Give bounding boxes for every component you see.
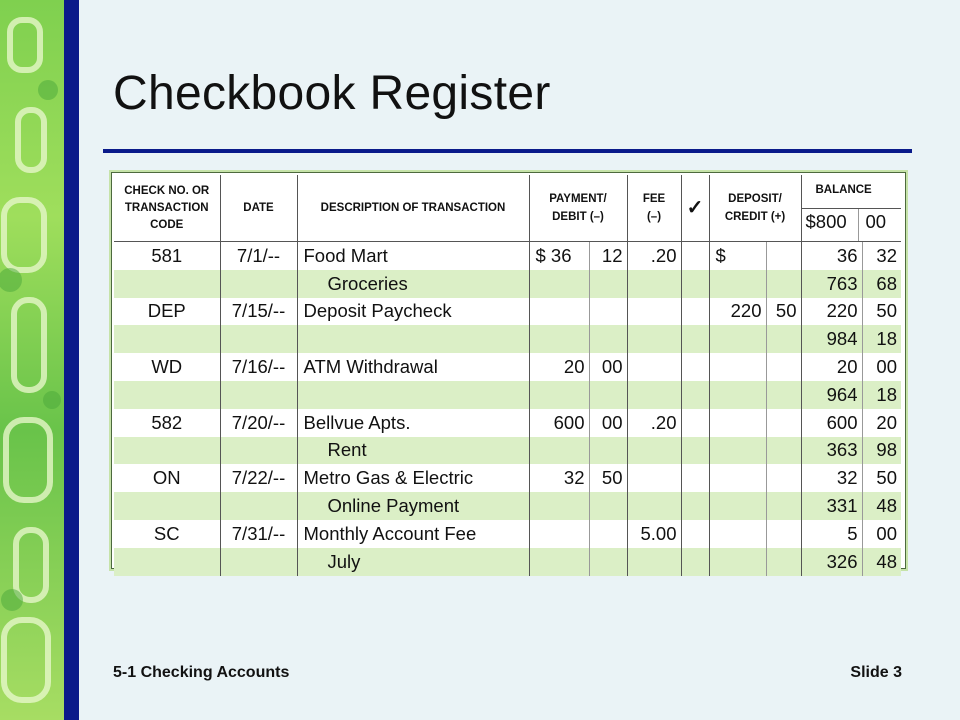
header-payment-line1: PAYMENT/ <box>549 193 607 205</box>
register-cell-desc: Food Mart <box>297 242 529 270</box>
register-cell-pay-d: 32 <box>529 464 589 492</box>
register-cell-pay-c: 12 <box>589 242 627 270</box>
register-cell-date <box>220 325 297 353</box>
register-cell-bal-d: 763 <box>801 270 862 298</box>
header-check-no <box>114 175 220 242</box>
checkbook-register <box>109 170 908 571</box>
register-cell-check <box>681 437 709 465</box>
register-cell-pay-d: $ 36 <box>529 242 589 270</box>
register-cell-dep-d <box>709 353 766 381</box>
register-cell-bal-c: 18 <box>862 325 901 353</box>
header-check-no-line3: CODE <box>150 218 184 231</box>
register-cell-dep-d <box>709 437 766 465</box>
opening-balance-dollars: $800 <box>805 211 847 232</box>
register-cell-desc: Online Payment <box>297 492 529 520</box>
register-cell-dep-d <box>709 520 766 548</box>
register-cell-check <box>681 270 709 298</box>
register-cell-bal-c: 50 <box>862 464 901 492</box>
register-cell-dep-c: 50 <box>766 298 801 326</box>
register-cell-bal-c: 18 <box>862 381 901 409</box>
register-frame <box>111 172 906 572</box>
register-cell-bal-c: 50 <box>862 298 901 326</box>
register-cell-desc: Metro Gas & Electric <box>297 464 529 492</box>
register-cell-dep-d <box>709 492 766 520</box>
register-cell-check <box>681 548 709 576</box>
register-cell-pay-d: 600 <box>529 409 589 437</box>
register-cell-fee: .20 <box>627 242 681 270</box>
register-cell-dep-d <box>709 409 766 437</box>
slide-title: Checkbook Register <box>113 67 551 120</box>
register-row <box>114 353 901 381</box>
register-cell-bal-c: 20 <box>862 409 901 437</box>
register-cell-pay-c <box>589 437 627 465</box>
register-cell-date <box>220 492 297 520</box>
register-cell-code <box>114 381 220 409</box>
register-cell-dep-c <box>766 325 801 353</box>
register-cell-date: 7/16/-- <box>220 353 297 381</box>
register-cell-desc <box>297 381 529 409</box>
register-cell-bal-d: 32 <box>801 464 862 492</box>
header-fee-line2: (–) <box>646 211 662 223</box>
register-cell-fee <box>627 325 681 353</box>
register-cell-bal-d: 600 <box>801 409 862 437</box>
decorative-side-art <box>0 0 64 720</box>
register-cell-bal-d: 220 <box>801 298 862 326</box>
register-row <box>114 298 901 326</box>
register-cell-desc: Rent <box>297 437 529 465</box>
register-cell-pay-d: 20 <box>529 353 589 381</box>
register-cell-pay-c: 00 <box>589 353 627 381</box>
register-cell-pay-d <box>529 381 589 409</box>
register-cell-bal-d: 984 <box>801 325 862 353</box>
footer-slide-number: Slide 3 <box>850 664 902 681</box>
register-row <box>114 464 901 492</box>
header-deposit-line2: CREDIT (+) <box>724 211 786 223</box>
register-row <box>114 520 901 548</box>
header-payment-line2: DEBIT (–) <box>552 211 604 223</box>
register-cell-bal-d: 36 <box>801 242 862 270</box>
register-cell-fee <box>627 381 681 409</box>
register-cell-code: 582 <box>114 409 220 437</box>
register-cell-code <box>114 437 220 465</box>
register-cell-code: 581 <box>114 242 220 270</box>
register-cell-desc: July <box>297 548 529 576</box>
register-cell-desc: ATM Withdrawal <box>297 353 529 381</box>
register-cell-check <box>681 325 709 353</box>
register-cell-code <box>114 325 220 353</box>
register-cell-date <box>220 548 297 576</box>
register-cell-pay-d <box>529 270 589 298</box>
register-cell-dep-d <box>709 381 766 409</box>
register-cell-fee <box>627 437 681 465</box>
header-deposit-line1: DEPOSIT/ <box>728 193 782 205</box>
header-check-mark-icon: ✓ <box>681 175 709 242</box>
register-cell-date: 7/31/-- <box>220 520 297 548</box>
register-cell-code <box>114 548 220 576</box>
register-cell-code <box>114 270 220 298</box>
header-deposit <box>709 175 801 242</box>
register-cell-fee <box>627 464 681 492</box>
register-cell-dep-c <box>766 548 801 576</box>
register-cell-date <box>220 381 297 409</box>
register-cell-bal-c: 98 <box>862 437 901 465</box>
register-cell-date: 7/1/-- <box>220 242 297 270</box>
register-cell-pay-c <box>589 270 627 298</box>
register-cell-dep-d <box>709 270 766 298</box>
title-divider <box>103 149 912 153</box>
register-cell-fee <box>627 492 681 520</box>
register-cell-dep-d <box>709 464 766 492</box>
register-cell-fee <box>627 548 681 576</box>
register-cell-dep-d: 220 <box>709 298 766 326</box>
register-cell-date <box>220 437 297 465</box>
register-cell-dep-d: $ <box>709 242 766 270</box>
register-cell-pay-d <box>529 548 589 576</box>
register-cell-pay-c <box>589 520 627 548</box>
header-balance <box>801 175 901 242</box>
register-cell-dep-c <box>766 270 801 298</box>
opening-balance-cents: 00 <box>865 211 887 232</box>
header-balance-label: BALANCE <box>815 184 872 196</box>
header-check-no-line1: CHECK NO. OR <box>124 184 210 197</box>
register-cell-pay-d <box>529 325 589 353</box>
register-cell-check <box>681 492 709 520</box>
register-cell-dep-c <box>766 381 801 409</box>
register-cell-date <box>220 270 297 298</box>
header-payment <box>529 175 627 242</box>
register-cell-code: DEP <box>114 298 220 326</box>
register-cell-bal-d: 20 <box>801 353 862 381</box>
register-cell-code: SC <box>114 520 220 548</box>
register-cell-fee <box>627 298 681 326</box>
register-cell-bal-c: 48 <box>862 492 901 520</box>
register-cell-bal-c: 48 <box>862 548 901 576</box>
footer-section: 5-1 Checking Accounts <box>113 664 290 681</box>
register-cell-desc: Deposit Paycheck <box>297 298 529 326</box>
register-row <box>114 242 901 270</box>
register-cell-desc: Groceries <box>297 270 529 298</box>
register-cell-date: 7/22/-- <box>220 464 297 492</box>
register-cell-check <box>681 242 709 270</box>
register-cell-bal-d: 5 <box>801 520 862 548</box>
register-cell-bal-d: 363 <box>801 437 862 465</box>
register-cell-dep-c <box>766 409 801 437</box>
register-row <box>114 381 901 409</box>
register-table <box>114 175 901 576</box>
register-cell-bal-c: 00 <box>862 520 901 548</box>
register-cell-pay-c <box>589 325 627 353</box>
register-row <box>114 409 901 437</box>
register-cell-code: WD <box>114 353 220 381</box>
register-cell-pay-c <box>589 548 627 576</box>
register-cell-pay-d <box>529 520 589 548</box>
header-date: DATE <box>220 175 297 242</box>
register-cell-code <box>114 492 220 520</box>
register-row <box>114 270 901 298</box>
register-cell-desc <box>297 325 529 353</box>
register-cell-dep-c <box>766 242 801 270</box>
register-cell-pay-c <box>589 298 627 326</box>
register-cell-bal-d: 326 <box>801 548 862 576</box>
register-row <box>114 437 901 465</box>
register-cell-desc: Bellvue Apts. <box>297 409 529 437</box>
register-cell-fee: 5.00 <box>627 520 681 548</box>
register-cell-dep-d <box>709 325 766 353</box>
register-cell-pay-c <box>589 381 627 409</box>
register-cell-dep-c <box>766 464 801 492</box>
header-fee <box>627 175 681 242</box>
register-cell-pay-c: 50 <box>589 464 627 492</box>
register-cell-bal-c: 68 <box>862 270 901 298</box>
register-row <box>114 325 901 353</box>
decorative-pattern-icon <box>0 0 64 720</box>
accent-bar <box>64 0 79 720</box>
register-cell-dep-c <box>766 437 801 465</box>
register-cell-check <box>681 298 709 326</box>
header-check-no-line2: TRANSACTION <box>124 201 209 214</box>
register-cell-bal-d: 331 <box>801 492 862 520</box>
register-cell-bal-c: 00 <box>862 353 901 381</box>
register-cell-check <box>681 353 709 381</box>
register-row <box>114 548 901 576</box>
register-cell-check <box>681 409 709 437</box>
register-cell-desc: Monthly Account Fee <box>297 520 529 548</box>
header-description: DESCRIPTION OF TRANSACTION <box>297 175 529 242</box>
opening-balance <box>802 208 902 241</box>
register-cell-pay-d <box>529 298 589 326</box>
register-cell-fee <box>627 353 681 381</box>
register-cell-check <box>681 381 709 409</box>
register-cell-pay-c <box>589 492 627 520</box>
register-cell-code: ON <box>114 464 220 492</box>
register-cell-fee <box>627 270 681 298</box>
register-cell-date: 7/15/-- <box>220 298 297 326</box>
header-fee-line1: FEE <box>642 193 666 205</box>
register-cell-check <box>681 464 709 492</box>
register-cell-pay-d <box>529 437 589 465</box>
register-cell-fee: .20 <box>627 409 681 437</box>
register-cell-check <box>681 520 709 548</box>
register-cell-dep-c <box>766 353 801 381</box>
register-cell-pay-c: 00 <box>589 409 627 437</box>
register-cell-bal-d: 964 <box>801 381 862 409</box>
register-cell-date: 7/20/-- <box>220 409 297 437</box>
register-cell-pay-d <box>529 492 589 520</box>
register-row <box>114 492 901 520</box>
register-cell-dep-c <box>766 520 801 548</box>
register-cell-dep-d <box>709 548 766 576</box>
register-cell-dep-c <box>766 492 801 520</box>
register-cell-bal-c: 32 <box>862 242 901 270</box>
